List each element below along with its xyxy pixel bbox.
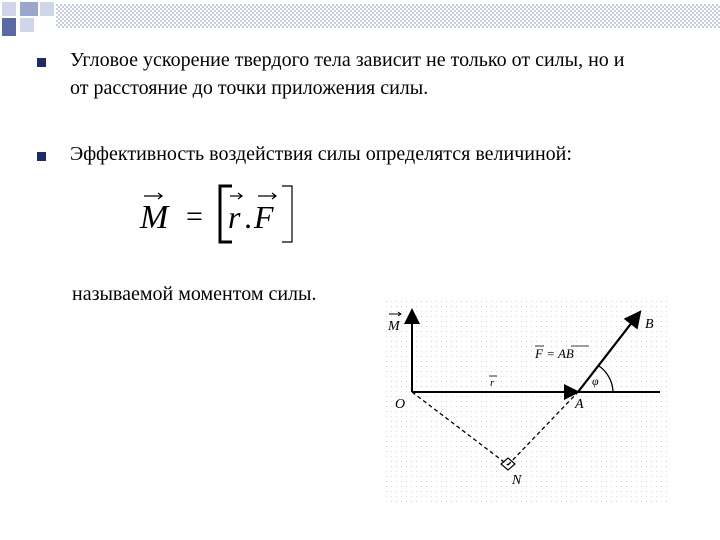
formula-m: M xyxy=(140,199,169,236)
label-n: N xyxy=(512,473,522,488)
formula-dot: . xyxy=(244,199,252,235)
bullet-icon xyxy=(37,58,46,67)
moment-diagram xyxy=(385,300,670,505)
label-b: B xyxy=(645,317,654,332)
decor-top-bar xyxy=(56,4,720,32)
label-phi: φ xyxy=(592,374,599,388)
formula-equals: = xyxy=(186,200,203,233)
moment-formula xyxy=(136,182,306,246)
bullet-icon xyxy=(37,152,46,161)
caption-text: называемой моментом силы. xyxy=(72,283,317,305)
formula-f: F xyxy=(254,199,274,235)
decor-squares xyxy=(0,0,60,44)
label-o: O xyxy=(395,397,406,412)
label-force-eq: F = AB xyxy=(535,346,574,361)
formula-r: r xyxy=(228,199,241,235)
label-a: A xyxy=(575,397,584,412)
label-m: M xyxy=(388,319,400,334)
bullet-text-1: Угловое ускорение твердого тела зависит не только от силы, но и от расстояние до точки приложения силы. xyxy=(70,49,625,99)
label-r: r xyxy=(490,377,495,389)
bullet-text-2: Эффективность воздействия силы определятся величиной: xyxy=(70,143,572,165)
